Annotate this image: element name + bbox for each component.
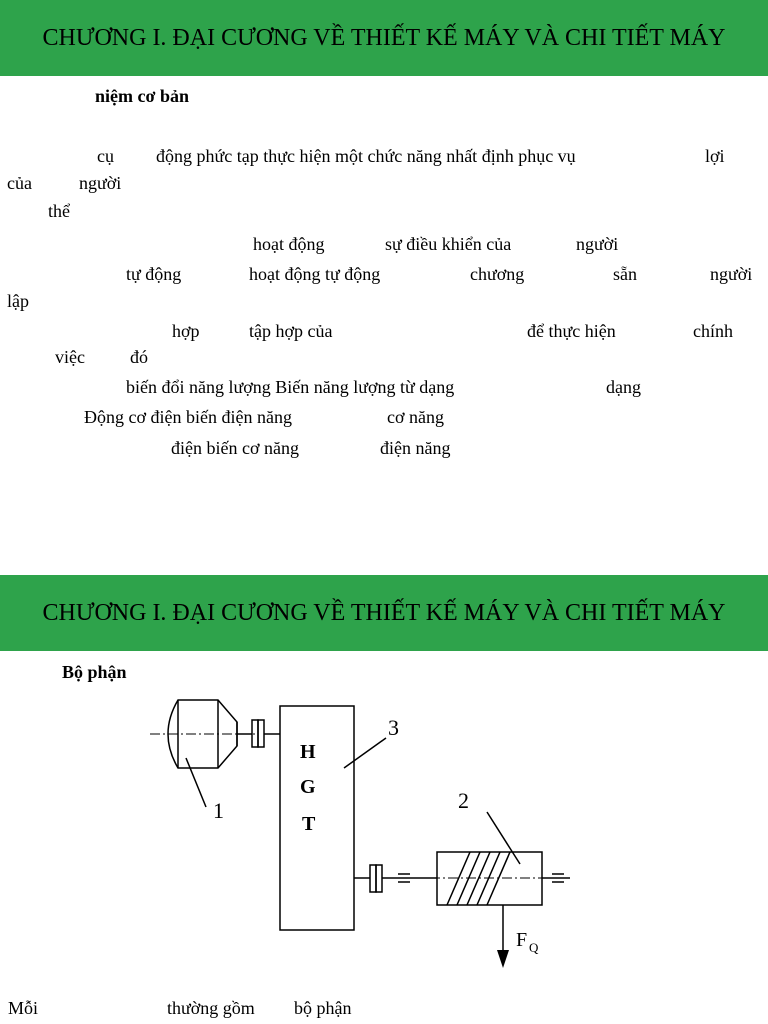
bottom-fragment: Mỗi	[8, 998, 39, 1018]
force-label: F	[516, 929, 528, 951]
label-3: 3	[388, 715, 399, 740]
fragment: điện năng	[380, 438, 451, 458]
leader-2	[487, 812, 520, 864]
gearbox-letter-g: G	[300, 776, 316, 798]
fragment: thể	[48, 201, 70, 221]
fragment: động phức tạp thực hiện một chức năng nhất định phục vụ	[156, 146, 576, 166]
fragment: người	[79, 173, 122, 193]
slide1-title-banner	[0, 0, 768, 76]
force-arrow-head	[497, 950, 509, 968]
fragment: hợp	[172, 321, 200, 341]
gearbox-box	[280, 706, 354, 930]
fragment: đó	[130, 347, 148, 367]
bottom-fragment: thường gồm	[167, 998, 255, 1018]
fragment: tự động	[126, 264, 182, 284]
fragment: sự điều khiển của	[385, 234, 512, 254]
slide2-heading: Bộ phận	[62, 662, 127, 682]
fragment: dạng	[606, 377, 641, 397]
coupling-right	[354, 865, 437, 892]
fragment: tập hợp của	[249, 321, 333, 341]
fragment: cụ	[97, 146, 114, 166]
fragment: để thực hiện	[527, 321, 616, 341]
fragment: lợi	[705, 146, 725, 166]
label-2: 2	[458, 788, 469, 813]
fragment: điện biến cơ năng	[171, 438, 299, 458]
fragment: của	[7, 173, 32, 193]
leader-1	[186, 758, 206, 807]
fragment: biến đổi năng lượng Biến năng lượng từ dạng	[126, 377, 455, 397]
slide1-heading: niệm cơ bản	[95, 86, 189, 106]
fragment: hoạt động tự động	[249, 264, 381, 284]
fragment: Động cơ điện biến điện năng	[84, 407, 292, 427]
leader-3	[344, 738, 386, 768]
slide1-title: CHƯƠNG I. ĐẠI CƯƠNG VỀ THIẾT KẾ MÁY VÀ CHI TIẾT MÁY	[42, 24, 726, 51]
fragment: chương	[470, 264, 525, 284]
fragment: sẵn	[613, 264, 637, 284]
gearbox-letter-t: T	[302, 813, 316, 835]
fragment: việc	[55, 347, 85, 367]
slide2-title: CHƯƠNG I. ĐẠI CƯƠNG VỀ THIẾT KẾ MÁY VÀ CHI TIẾT MÁY	[42, 599, 726, 626]
coupling-left	[237, 720, 280, 747]
slide2-title-banner	[0, 575, 768, 651]
machine-diagram	[0, 650, 768, 990]
gearbox-letter-h: H	[300, 741, 316, 763]
fragment: chính	[693, 321, 733, 341]
force-subscript: Q	[529, 940, 539, 955]
fragment: người	[576, 234, 619, 254]
fragment: lập	[7, 291, 29, 311]
label-1: 1	[213, 798, 224, 823]
fragment: hoạt động	[253, 234, 325, 254]
fragment: người	[710, 264, 753, 284]
fragment: cơ năng	[387, 407, 444, 427]
bottom-fragment: bộ phận	[294, 998, 352, 1018]
